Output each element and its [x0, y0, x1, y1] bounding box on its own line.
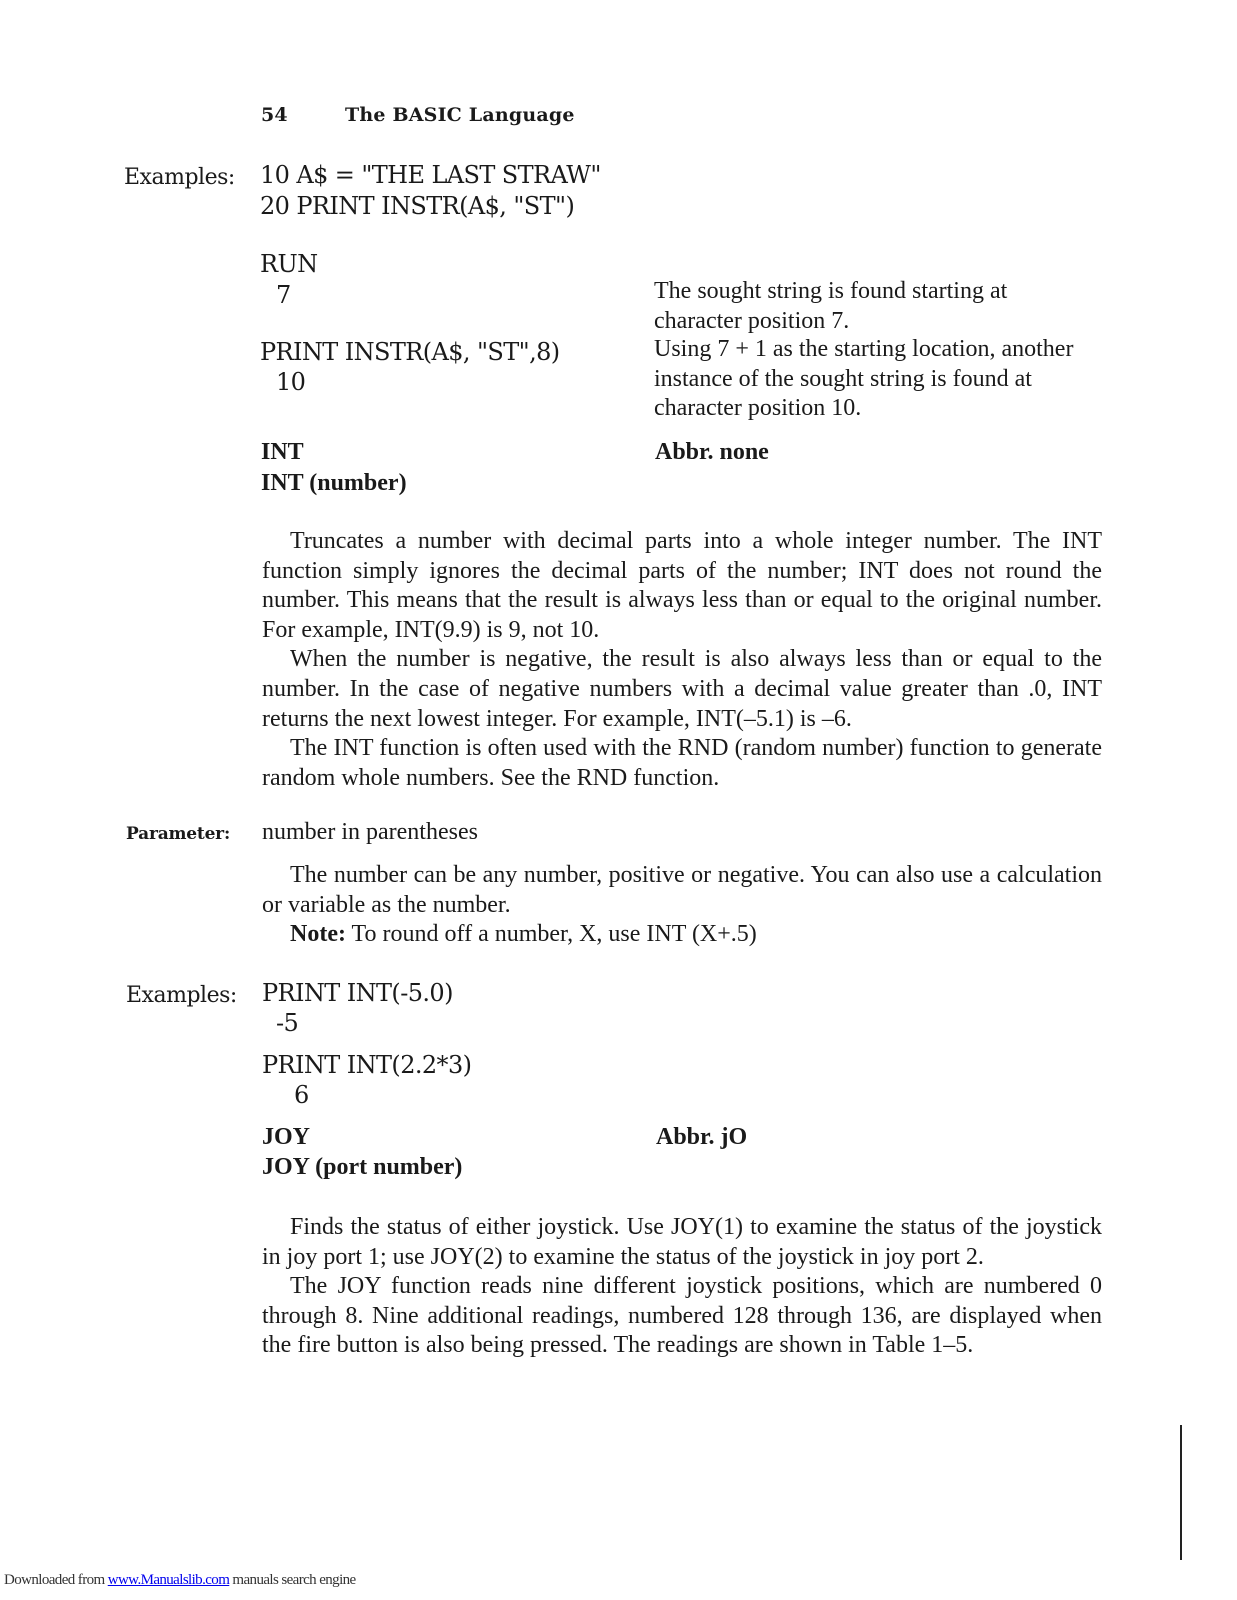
parameter-label: Parameter:: [126, 824, 231, 844]
footer-suffix: manuals search engine: [229, 1572, 356, 1588]
code-result: 7: [276, 281, 291, 309]
parameter-value: number in parentheses: [262, 819, 478, 845]
joy-description: [262, 1213, 1102, 1361]
examples-label: Examples:: [124, 165, 235, 190]
paragraph: The JOY function reads nine different joystick positions, which are numbered 0 through 8. Nine additional readings, numbered 128 through 136, are displayed when the fire button is also being pressed. The readings are shown in Table 1–5.: [262, 1273, 1102, 1359]
page-number: 54: [261, 104, 288, 126]
code-result: 6: [294, 1081, 309, 1109]
footer-prefix: Downloaded from: [4, 1572, 108, 1588]
manualslib-link[interactable]: www.Manualslib.com: [107, 1572, 230, 1588]
examples-label: Examples:: [126, 983, 237, 1008]
code-result: -5: [276, 1009, 299, 1037]
parameter-description: [262, 861, 1102, 950]
result-note: Using 7 + 1 as the starting location, another instance of the sought string is found at character position 10.: [654, 336, 1074, 421]
int-description: [262, 527, 1102, 793]
note-text: To round off a number, X, use INT (X+.5): [345, 921, 757, 948]
keyword-abbreviation: Abbr. none: [655, 439, 769, 465]
code-line: 10 A$ = "THE LAST STRAW": [260, 161, 601, 189]
keyword-heading: JOY: [262, 1124, 310, 1150]
download-footer: [4, 1572, 356, 1589]
code-result: 10: [276, 368, 306, 396]
result-note: The sought string is found starting at character position 7.: [654, 278, 1008, 334]
keyword-syntax: JOY (port number): [262, 1154, 463, 1180]
code-run: RUN: [260, 250, 318, 278]
code-line: PRINT INSTR(A$, "ST",8): [260, 338, 560, 366]
note: [262, 920, 1102, 950]
keyword-heading: INT: [261, 439, 304, 465]
code-line: PRINT INT(2.2*3): [262, 1051, 472, 1079]
paragraph: The INT function is often used with the RND (random number) function to generate random whole numbers. See the RND function.: [262, 735, 1102, 791]
paragraph: Truncates a number with decimal parts into a whole integer number. The INT function simply ignores the decimal parts of the number; INT does not round the number. This means that the result is always less than or equal to the original number. For example, INT(9.9) is 9, not 10.: [262, 528, 1102, 643]
code-line: 20 PRINT INSTR(A$, "ST"): [260, 192, 575, 220]
code-line: PRINT INT(-5.0): [262, 979, 453, 1007]
note-label: Note:: [290, 921, 346, 948]
paragraph: The number can be any number, positive or negative. You can also use a calculation or variable as the number.: [262, 862, 1102, 918]
running-title: The BASIC Language: [345, 104, 575, 126]
paragraph: Finds the status of either joystick. Use JOY(1) to examine the status of the joystick in joy port 1; use JOY(2) to examine the status of the joystick in joy port 2.: [262, 1214, 1102, 1270]
scan-edge-line: [1180, 1425, 1182, 1560]
keyword-syntax: INT (number): [261, 470, 407, 496]
keyword-abbreviation: Abbr. jO: [656, 1124, 748, 1150]
paragraph: When the number is negative, the result is also always less than or equal to the number. In the case of negative numbers with a decimal value greater than .0, INT returns the next lowest integer. For example, INT(–5.1) is –6.: [262, 646, 1102, 732]
